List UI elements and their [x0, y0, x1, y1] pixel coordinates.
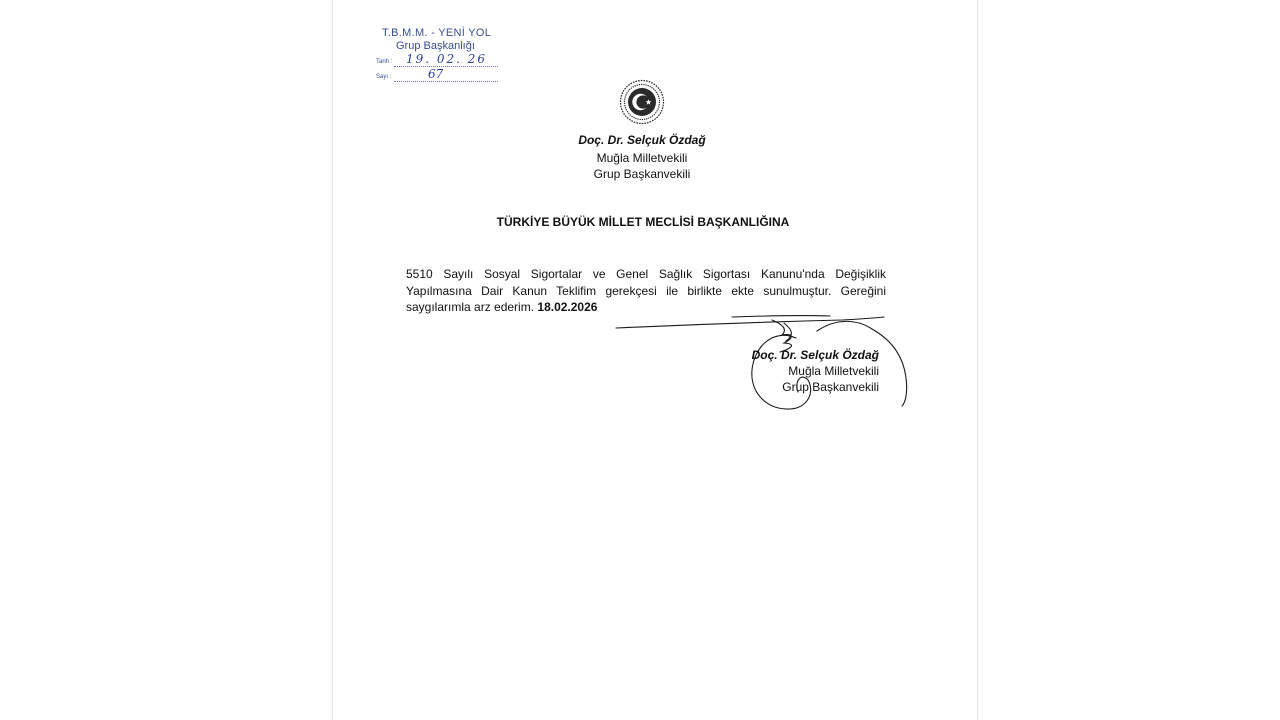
- stamp-number-label: Sayı :: [376, 74, 392, 80]
- tbmm-emblem-icon: [619, 79, 665, 125]
- stamp-date-value: 19. 02. 26: [406, 52, 488, 66]
- stamp-date-label: Tarih :: [376, 59, 393, 65]
- stamp-organization: T.B.M.M. - YENİ YOL: [382, 27, 492, 39]
- signature-name: Doç. Dr. Selçuk Özdağ: [751, 348, 879, 362]
- header-role: Grup Başkanvekili: [593, 167, 691, 181]
- signature-role: Grup Başkanvekili: [782, 380, 879, 394]
- signature-title: Muğla Milletvekili: [788, 364, 879, 378]
- recipient-heading: TÜRKİYE BÜYÜK MİLLET MECLİSİ BAŞKANLIĞINA: [496, 215, 790, 229]
- stamp-date-rule: [394, 66, 498, 67]
- letter-date: 18.02.2026: [537, 300, 598, 314]
- stamp-number-value: 67: [428, 67, 444, 81]
- stamp-number-rule: [394, 81, 498, 82]
- stamp-department: Grup Başkanlığı: [396, 40, 475, 52]
- header-title: Muğla Milletvekili: [596, 151, 688, 165]
- received-stamp: [372, 24, 504, 86]
- header-name: Doç. Dr. Selçuk Özdağ: [578, 133, 706, 147]
- handwritten-signature: [612, 308, 912, 418]
- letter-body-text: 5510 Sayılı Sosyal Sigortalar ve Genel Sağlık Sigortası Kanunu'nda Değişiklik Yapılmasına Dair Kanun Teklifim gerekçesi ile birlikte ekte sunulmuştur. Gereğini saygılarımla arz ederim.: [406, 267, 886, 314]
